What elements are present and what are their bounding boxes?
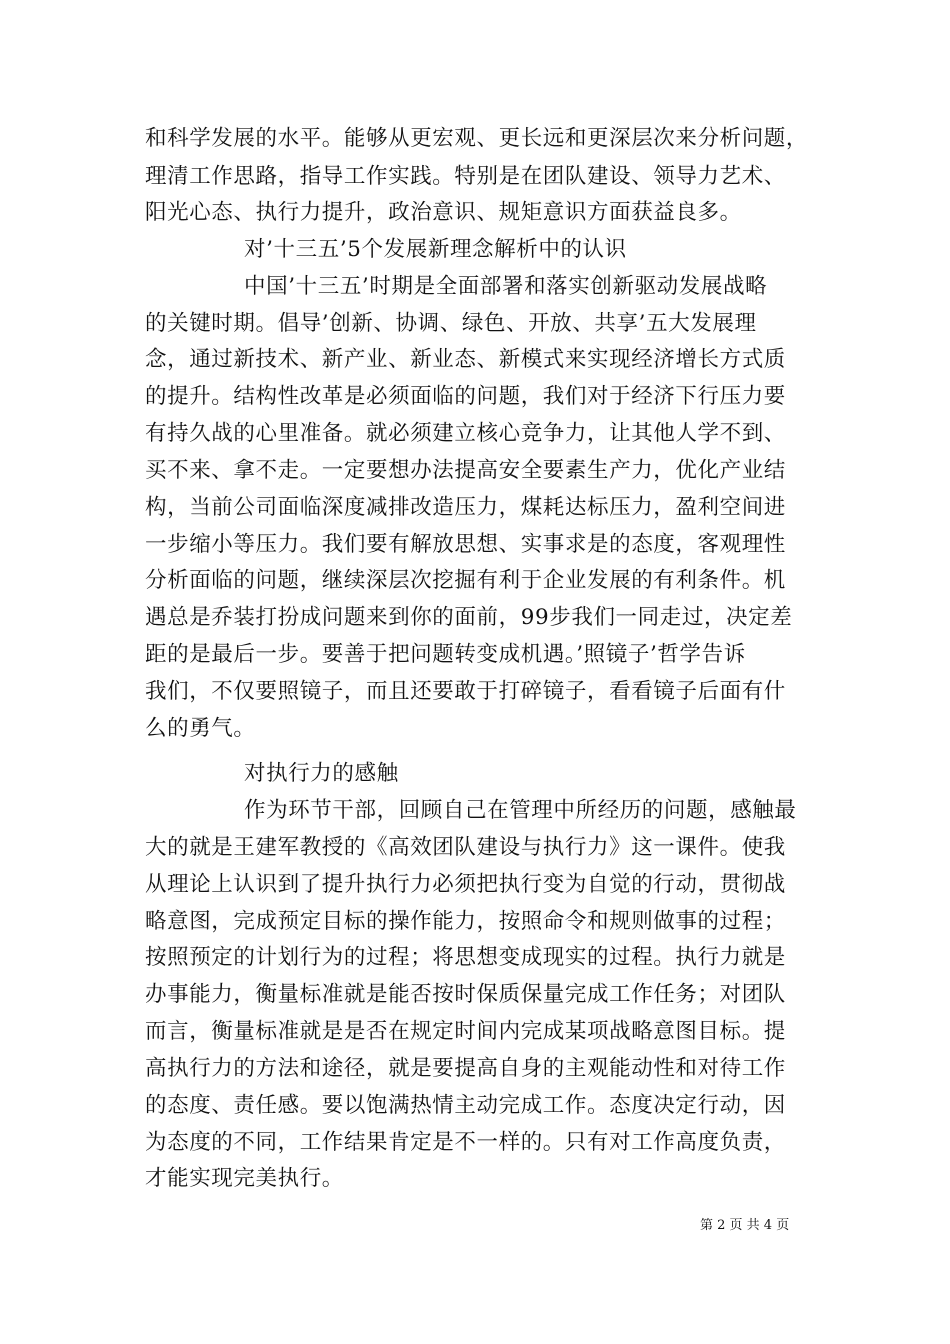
text-line: 作为环节干部，回顾自己在管理中所经历的问题，感触最 — [244, 798, 797, 823]
text-line: 而言，衡量标准就是是否在规定时间内完成某项战略意图目标。提 — [145, 1019, 786, 1044]
text-line: 遇总是乔装打扮成问题来到你的面前，99步我们一同走过，决定差 — [145, 605, 793, 630]
text-line: 才能实现完美执行。 — [145, 1166, 344, 1191]
text-line: 的提升。结构性改革是必须面临的问题，我们对于经济下行压力要 — [145, 384, 786, 409]
text-line: 构，当前公司面临深度减排改造压力，煤耗达标压力，盈利空间进 — [145, 495, 786, 520]
text-line: 的态度、责任感。要以饱满热情主动完成工作。态度决定行动，因 — [145, 1093, 786, 1118]
text-line: 一步缩小等压力。我们要有解放思想、实事求是的态度，客观理性 — [145, 532, 786, 557]
text-line: 念，通过新技术、新产业、新业态、新模式来实现经济增长方式质 — [145, 347, 786, 372]
text-line: 略意图，完成预定目标的操作能力，按照命令和规则做事的过程； — [145, 909, 786, 934]
text-line: 和科学发展的水平。能够从更宏观、更长远和更深层次来分析问题， — [145, 126, 809, 151]
text-line: 大的就是王建军教授的《高效团队建设与执行力》这一课件。使我 — [145, 835, 786, 860]
text-line: 分析面临的问题，继续深层次挖掘有利于企业发展的有利条件。机 — [145, 568, 786, 593]
section-heading: 对’十三五’5个发展新理念解析中的认识 — [244, 237, 627, 262]
text-line: 理清工作思路，指导工作实践。特别是在团队建设、领导力艺术、 — [145, 164, 786, 189]
section-heading: 对执行力的感触 — [244, 761, 399, 786]
text-line: 高执行力的方法和途径，就是要提高自身的主观能动性和对待工作 — [145, 1056, 786, 1081]
text-line: 办事能力，衡量标准就是能否按时保质保量完成工作任务；对团队 — [145, 982, 786, 1007]
text-line: 为态度的不同，工作结果肯定是不一样的。只有对工作高度负责， — [145, 1130, 786, 1155]
text-line: 从理论上认识到了提升执行力必须把执行变为自觉的行动，贯彻战 — [145, 872, 786, 897]
text-line: 按照预定的计划行为的过程；将思想变成现实的过程。执行力就是 — [145, 945, 786, 970]
text-line: 距的是最后一步。要善于把问题转变成机遇。’照镜子’哲学告诉 — [145, 642, 746, 667]
text-line: 有持久战的心里准备。就必须建立核心竞争力，让其他人学不到、 — [145, 421, 786, 446]
text-line: 么的勇气。 — [145, 716, 256, 741]
text-line: 阳光心态、执行力提升，政治意识、规矩意识方面获益良多。 — [145, 200, 742, 225]
page-number-footer: 第 2 页 共 4 页 — [700, 1218, 790, 1233]
text-line: 的关键时期。倡导’创新、协调、绿色、开放、共享’五大发展理 — [145, 311, 757, 336]
text-line: 中国’十三五’时期是全面部署和落实创新驱动发展战略 — [244, 274, 768, 299]
text-line: 我们，不仅要照镜子，而且还要敢于打碎镜子，看看镜子后面有什 — [145, 679, 786, 704]
text-line: 买不来、拿不走。一定要想办法提高安全要素生产力，优化产业结 — [145, 458, 786, 483]
